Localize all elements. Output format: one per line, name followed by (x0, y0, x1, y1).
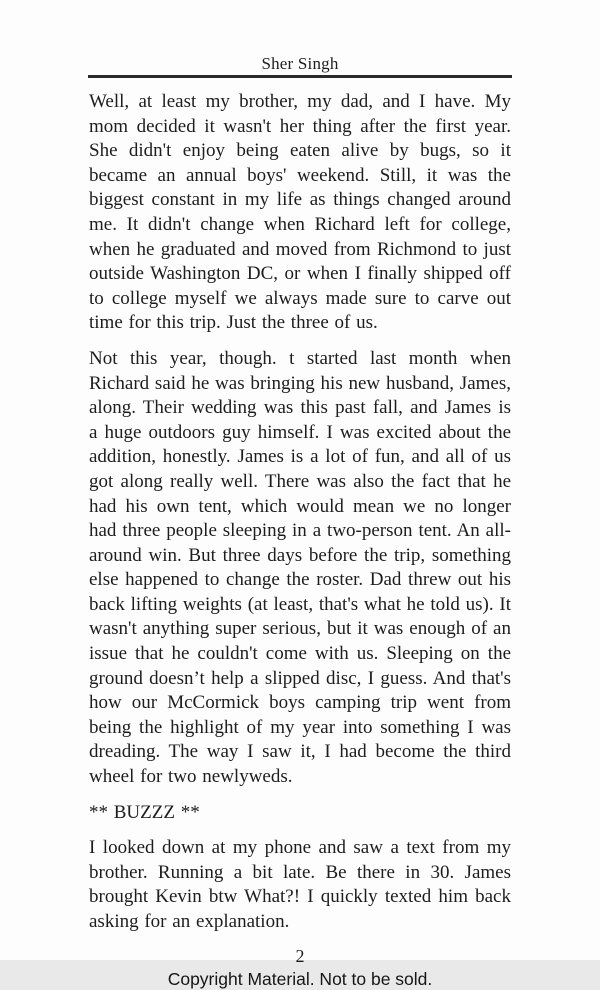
page-number: 2 (295, 945, 305, 966)
author-running-head: Sher Singh (261, 54, 339, 73)
body-paragraph-2: Not this year, though. t started last month when Richard said he was bringing his new husband, James, along. Their wedding was this past fall, and James is a huge outdoors guy himself. I was excited about the addition, honestly. James is a lot of fun, and all of us got along really well. There was also the fact that he had his own tent, which would mean we no longer had three people sleeping in a two-person tent. An all-around win. But three days before the trip, something else happened to change the roster. Dad threw out his back lifting weights (at least, that's what he told us). It wasn't anything super serious, but it was enough of an issue that he couldn't come with us. Sleeping on the ground doesn’t help a slipped disc, I guess. And that's how our McCormick boys camping trip went from being the highlight of my year into something I was dreading. The way I saw it, I had become the third wheel for two newlyweds. (89, 347, 511, 788)
sound-effect-line: ** BUZZZ ** (89, 801, 200, 823)
copyright-notice: Copyright Material. Not to be sold. (167, 968, 433, 989)
header-rule (88, 75, 512, 78)
page-body (89, 90, 511, 935)
page-footer (0, 946, 600, 990)
body-paragraph-1: Well, at least my brother, my dad, and I have. My mom decided it wasn't her thing after the first year. She didn't enjoy being eaten alive by bugs, so it became an annual boys' weekend. Still, it was the biggest constant in my life as things changed around me. It didn't change when Richard left for college, when he graduated and moved from Richmond to just outside Washington DC, or when I finally shipped off to college myself we always made sure to carve out time for this trip. Just the three of us. (89, 91, 511, 334)
page-header (0, 0, 600, 78)
body-paragraph-3: I looked down at my phone and saw a text from my brother. Running a bit late. Be there in 30. James brought Kevin btw What?! I quickly texted him back asking for an explanation. (89, 837, 511, 932)
